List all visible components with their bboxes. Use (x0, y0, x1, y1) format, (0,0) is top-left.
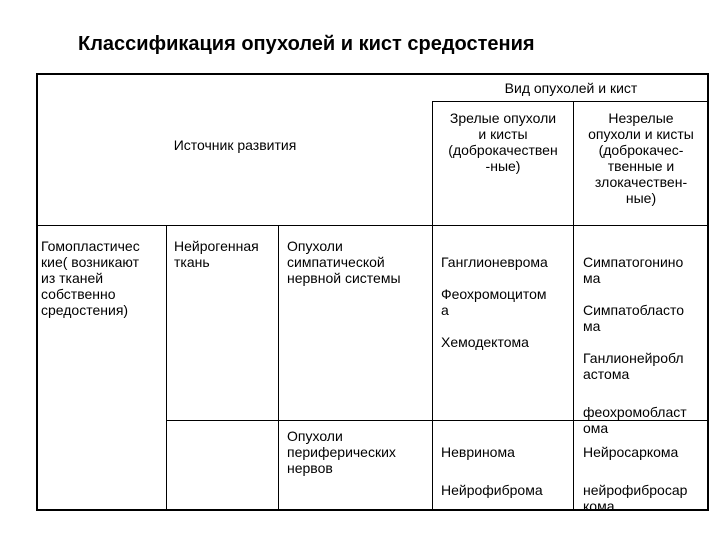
list-item: Нейросаркома (583, 444, 679, 460)
list-item: Феохромоцитом а (441, 286, 547, 318)
header-tumor-types: Вид опухолей и кист (504, 80, 638, 96)
table-line (433, 101, 708, 102)
cell-tumor-group: Опухоли симпатической нервной системы (287, 238, 401, 286)
list-item: Симпатогонино ма (583, 254, 684, 286)
cell-origin: Гомопластичес кие( возникают из тканей собственно средостения) (41, 238, 140, 318)
cell-mature-list (441, 428, 571, 514)
cell-tissue: Нейрогенная ткань (174, 238, 259, 270)
cell-immature-list (583, 238, 707, 452)
cell-mature-list (441, 238, 571, 366)
list-item: Ганглионеврома (441, 254, 548, 270)
cell-immature-list (583, 428, 707, 530)
list-item: Нейрофиброма (441, 482, 543, 498)
header-immature: Незрелые опухоли и кисты (доброкачес- твенные и злокачествен- ные) (588, 110, 694, 206)
table-line (278, 225, 279, 510)
header-source: Источник развития (173, 137, 297, 153)
cell-tumor-group: Опухоли периферических нервов (287, 428, 396, 476)
list-item: Симпатобласто ма (583, 302, 685, 334)
table-line (37, 225, 708, 226)
page-title: Классификация опухолей и кист средостения (78, 33, 535, 55)
list-item: феохромобласт ома (583, 404, 687, 436)
list-item: Невринома (441, 444, 515, 460)
list-item: Ганлионейробл астома (583, 350, 684, 382)
list-item: нейрофибросар кома (583, 482, 688, 514)
header-mature: Зрелые опухоли и кисты (доброкачествен -ные) (448, 110, 558, 174)
table-line (166, 225, 167, 510)
list-item: Хемодектома (441, 334, 529, 350)
